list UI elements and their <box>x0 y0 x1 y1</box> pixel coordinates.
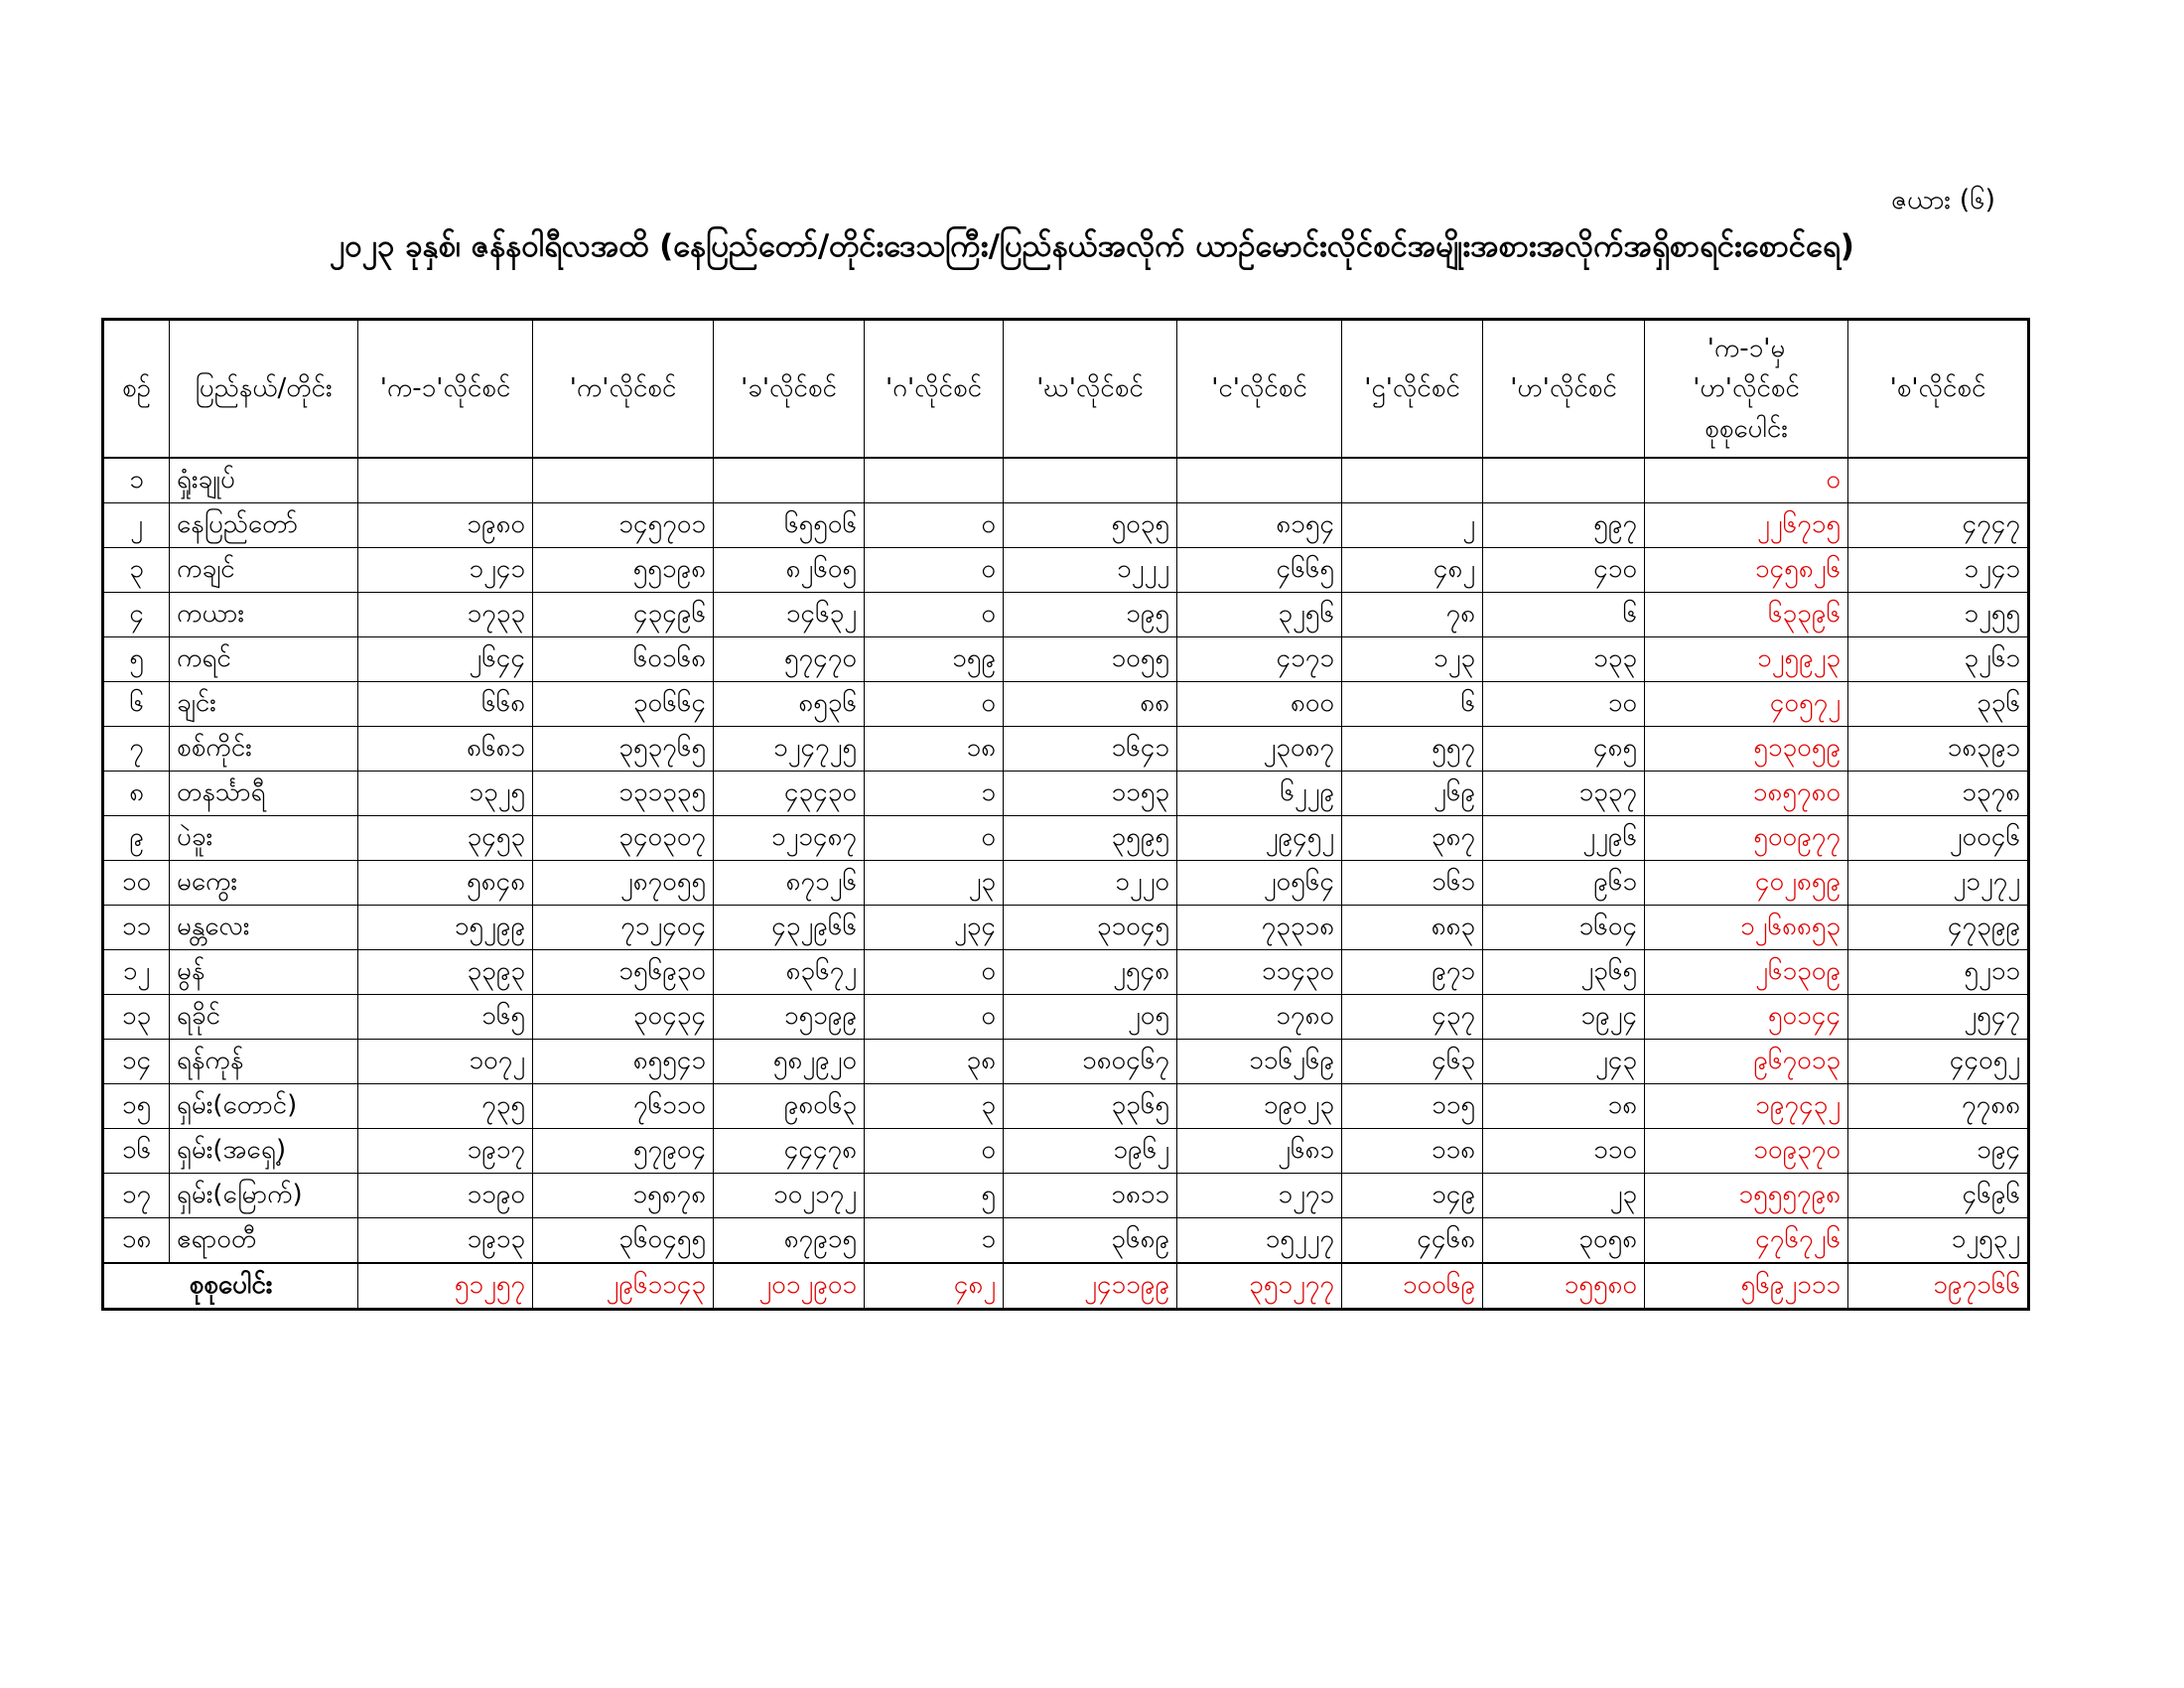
value-cell: ၁၆၁ <box>1342 861 1483 906</box>
value-cell: ၃၃၆၅ <box>1004 1084 1177 1129</box>
table-row <box>103 637 2029 682</box>
region-name-cell: ချင်း <box>170 682 358 727</box>
value-cell: ၁၁၄၃၀ <box>1177 950 1342 995</box>
value-cell: ၄၃၇ <box>1342 995 1483 1040</box>
column-header: 'စ'လိုင်စင် <box>1848 320 2029 459</box>
value-cell: ၁၁၈ <box>1342 1129 1483 1174</box>
region-name-cell: ပဲခူး <box>170 816 358 861</box>
value-cell: ၃ <box>865 1084 1004 1129</box>
value-cell: ၅၈၄၈ <box>358 861 533 906</box>
value-cell: ၁၄၉ <box>1342 1174 1483 1218</box>
value-cell: ၂၆၈၁ <box>1177 1129 1342 1174</box>
value-cell: ၀ <box>865 1129 1004 1174</box>
value-cell: ၃၃၆ <box>1848 682 2029 727</box>
value-cell: ၁၈၅၇၈၀ <box>1645 772 1848 816</box>
value-cell: ၄၆၆၅ <box>1177 548 1342 593</box>
value-cell: ၁၁၆၂၆၉ <box>1177 1040 1342 1084</box>
total-value-cell: ၂၄၁၁၉၉ <box>1004 1263 1177 1310</box>
value-cell: ၈၃၆၇၂ <box>714 950 865 995</box>
value-cell: ၁၁၀ <box>1483 1129 1645 1174</box>
value-cell: ၁၉၆၂ <box>1004 1129 1177 1174</box>
table-row <box>103 950 2029 995</box>
value-cell: ၇၁၂၄၀၄ <box>533 906 714 950</box>
value-cell: ၃၈ <box>865 1040 1004 1084</box>
row-number-cell: ၈ <box>103 772 170 816</box>
column-header: 'က-၁'မှ 'ဟ'လိုင်စင် စုစုပေါင်း <box>1645 320 1848 459</box>
column-header: စဉ် <box>103 320 170 459</box>
value-cell <box>1004 458 1177 503</box>
value-cell: ၂၂၉၆ <box>1483 816 1645 861</box>
value-cell: ၁၃၃၇ <box>1483 772 1645 816</box>
value-cell: ၄၄၀၅၂ <box>1848 1040 2029 1084</box>
region-name-cell: ကချင် <box>170 548 358 593</box>
value-cell <box>1342 458 1483 503</box>
value-cell: ၁ <box>865 1218 1004 1264</box>
value-cell: ၁၅၈၇၈ <box>533 1174 714 1218</box>
value-cell: ၃၅၃၇၆၅ <box>533 727 714 772</box>
column-header: ပြည်နယ်/တိုင်း <box>170 320 358 459</box>
total-value-cell: ၅၁၂၅၇ <box>358 1263 533 1310</box>
table-row <box>103 861 2029 906</box>
row-number-cell: ၁၆ <box>103 1129 170 1174</box>
value-cell: ၈၂၆၀၅ <box>714 548 865 593</box>
total-value-cell: ၃၅၁၂၇၇ <box>1177 1263 1342 1310</box>
value-cell: ၁၂၃ <box>1342 637 1483 682</box>
value-cell: ၅၅၇ <box>1342 727 1483 772</box>
region-name-cell: ရန်ကုန် <box>170 1040 358 1084</box>
value-cell <box>714 458 865 503</box>
value-cell: ၁၄၅၇၀၁ <box>533 503 714 548</box>
license-table <box>101 318 2030 1311</box>
table-row <box>103 1218 2029 1264</box>
table-row <box>103 1174 2029 1218</box>
value-cell: ၁၅၆၉၃၀ <box>533 950 714 995</box>
column-header: 'ဂ'လိုင်စင် <box>865 320 1004 459</box>
value-cell: ၁၄၅၈၂၆ <box>1645 548 1848 593</box>
value-cell: ၁၉၁၃ <box>358 1218 533 1264</box>
value-cell: ၅၇၉၀၄ <box>533 1129 714 1174</box>
value-cell: ၁၃၃ <box>1483 637 1645 682</box>
table-row <box>103 1129 2029 1174</box>
value-cell: ၁၄၆၃၂ <box>714 593 865 637</box>
value-cell: ၆၀၁၆၈ <box>533 637 714 682</box>
value-cell: ၄၄၄၇၈ <box>714 1129 865 1174</box>
column-header: 'က'လိုင်စင် <box>533 320 714 459</box>
value-cell: ၇၃၅ <box>358 1084 533 1129</box>
value-cell: ၁၆၀၄ <box>1483 906 1645 950</box>
row-number-cell: ၁၀ <box>103 861 170 906</box>
value-cell: ၁၀၉၃၇၀ <box>1645 1129 1848 1174</box>
value-cell: ၆၃၃၉၆ <box>1645 593 1848 637</box>
region-name-cell: စစ်ကိုင်း <box>170 727 358 772</box>
value-cell: ၇၈ <box>1342 593 1483 637</box>
table-body <box>103 458 2029 1310</box>
table-row <box>103 906 2029 950</box>
value-cell: ၈၇၉၁၅ <box>714 1218 865 1264</box>
value-cell: ၁၇၈၀ <box>1177 995 1342 1040</box>
value-cell: ၄၈၅ <box>1483 727 1645 772</box>
value-cell: ၁ <box>865 772 1004 816</box>
table-row <box>103 458 2029 503</box>
value-cell: ၈၅၅၄၁ <box>533 1040 714 1084</box>
value-cell: ၁၈ <box>865 727 1004 772</box>
value-cell: ၁၈၁၁ <box>1004 1174 1177 1218</box>
value-cell: ၄၃၄၉၆ <box>533 593 714 637</box>
value-cell: ၁၂၄၇၂၅ <box>714 727 865 772</box>
column-header: 'ဌ'လိုင်စင် <box>1342 320 1483 459</box>
value-cell: ၃၆၀၄၅၅ <box>533 1218 714 1264</box>
table-number-label: ဇယား (၆) <box>1890 185 1995 215</box>
value-cell: ၂၁၂၇၂ <box>1848 861 2029 906</box>
row-number-cell: ၆ <box>103 682 170 727</box>
value-cell: ၂၉၄၅၂ <box>1177 816 1342 861</box>
region-name-cell: ရှမ်း(မြောက်) <box>170 1174 358 1218</box>
value-cell: ၆၆၈ <box>358 682 533 727</box>
value-cell: ၀ <box>865 503 1004 548</box>
value-cell: ၁၂၂၀ <box>1004 861 1177 906</box>
value-cell: ၁၁၉၀ <box>358 1174 533 1218</box>
value-cell: ၄၇၃၉၉ <box>1848 906 2029 950</box>
value-cell: ၀ <box>865 548 1004 593</box>
value-cell: ၁၂၅၃၂ <box>1848 1218 2029 1264</box>
region-name-cell: ရှမ်း(အရှေ့) <box>170 1129 358 1174</box>
value-cell: ၁၂၄၁ <box>1848 548 2029 593</box>
total-value-cell: ၂၀၁၂၉၀၁ <box>714 1263 865 1310</box>
row-number-cell: ၃ <box>103 548 170 593</box>
value-cell: ၁၁၅၃ <box>1004 772 1177 816</box>
value-cell: ၁၉၄ <box>1848 1129 2029 1174</box>
value-cell: ၁၀ <box>1483 682 1645 727</box>
row-number-cell: ၁၂ <box>103 950 170 995</box>
total-value-cell: ၅၆၉၂၁၁၁ <box>1645 1263 1848 1310</box>
region-name-cell: ဧရာဝတီ <box>170 1218 358 1264</box>
value-cell: ၅၅၁၉၈ <box>533 548 714 593</box>
table-row <box>103 1040 2029 1084</box>
value-cell: ၃၄၀၃၀၇ <box>533 816 714 861</box>
value-cell: ၁၂၅၅ <box>1848 593 2029 637</box>
total-value-cell: ၁၅၅၈၀ <box>1483 1263 1645 1310</box>
region-name-cell: မွန် <box>170 950 358 995</box>
value-cell: ၂၆၁၃၀၉ <box>1645 950 1848 995</box>
region-name-cell: မကွေး <box>170 861 358 906</box>
value-cell: ၁၂၆၈၈၅၃ <box>1645 906 1848 950</box>
region-name-cell: ရှုံးချုပ် <box>170 458 358 503</box>
value-cell: ၁၂၁၄၈၇ <box>714 816 865 861</box>
region-name-cell: မန္တလေး <box>170 906 358 950</box>
table-row <box>103 593 2029 637</box>
value-cell: ၄၇၆၇၂၆ <box>1645 1218 1848 1264</box>
region-name-cell: ရှမ်း(တောင်) <box>170 1084 358 1129</box>
row-number-cell: ၁ <box>103 458 170 503</box>
value-cell: ၁၅၅၅၇၉၈ <box>1645 1174 1848 1218</box>
value-cell: ၀ <box>865 816 1004 861</box>
value-cell: ၁၂၇၁ <box>1177 1174 1342 1218</box>
value-cell: ၂၃ <box>1483 1174 1645 1218</box>
total-label-cell: စုစုပေါင်း <box>103 1263 358 1310</box>
value-cell: ၁၈၀၄၆၇ <box>1004 1040 1177 1084</box>
value-cell: ၂၄၃ <box>1483 1040 1645 1084</box>
value-cell: ၉၇၁ <box>1342 950 1483 995</box>
row-number-cell: ၄ <box>103 593 170 637</box>
value-cell: ၁၅၁၉၉ <box>714 995 865 1040</box>
row-number-cell: ၁၃ <box>103 995 170 1040</box>
row-number-cell: ၇ <box>103 727 170 772</box>
value-cell: ၄၄၆၈ <box>1342 1218 1483 1264</box>
value-cell <box>358 458 533 503</box>
value-cell: ၈၈၃ <box>1342 906 1483 950</box>
value-cell <box>1483 458 1645 503</box>
value-cell: ၂၀၅၆၄ <box>1177 861 1342 906</box>
table-row <box>103 682 2029 727</box>
total-value-cell: ၁၀၀၆၉ <box>1342 1263 1483 1310</box>
value-cell: ၃၂၅၆ <box>1177 593 1342 637</box>
value-cell: ၁၀၇၂ <box>358 1040 533 1084</box>
value-cell: ၆ <box>1342 682 1483 727</box>
value-cell: ၁၉၂၄ <box>1483 995 1645 1040</box>
value-cell: ၄၈၂ <box>1342 548 1483 593</box>
value-cell: ၁၉၀၂၃ <box>1177 1084 1342 1129</box>
value-cell: ၁၉၅ <box>1004 593 1177 637</box>
region-name-cell: ရခိုင် <box>170 995 358 1040</box>
column-header: 'ဟ'လိုင်စင် <box>1483 320 1645 459</box>
value-cell: ၁၅၉ <box>865 637 1004 682</box>
value-cell: ၃၃၉၃ <box>358 950 533 995</box>
value-cell: ၈၀၀ <box>1177 682 1342 727</box>
value-cell: ၄၁၀ <box>1483 548 1645 593</box>
value-cell: ၆၂၂၉ <box>1177 772 1342 816</box>
table-row <box>103 772 2029 816</box>
value-cell: ၁၈၃၉၁ <box>1848 727 2029 772</box>
value-cell: ၄၃၂၉၆၆ <box>714 906 865 950</box>
column-header: 'က-၁'လိုင်စင် <box>358 320 533 459</box>
value-cell: ၄၇၄၇ <box>1848 503 2029 548</box>
value-cell: ၁၀၂၁၇၂ <box>714 1174 865 1218</box>
value-cell: ၃၀၅၈ <box>1483 1218 1645 1264</box>
value-cell: ၆၅၅၀၆ <box>714 503 865 548</box>
value-cell: ၂၂၆၇၁၅ <box>1645 503 1848 548</box>
value-cell: ၁၇၃၃ <box>358 593 533 637</box>
value-cell: ၁၉၇၄၃၂ <box>1645 1084 1848 1129</box>
value-cell: ၃၂၆၁ <box>1848 637 2029 682</box>
value-cell: ၁၂၄၁ <box>358 548 533 593</box>
value-cell: ၂၅၄၈ <box>1004 950 1177 995</box>
value-cell: ၁၈ <box>1483 1084 1645 1129</box>
value-cell: ၁၆၅ <box>358 995 533 1040</box>
value-cell: ၂၃ <box>865 861 1004 906</box>
value-cell: ၃၆၈၉ <box>1004 1218 1177 1264</box>
value-cell: ၂၅၄၇ <box>1848 995 2029 1040</box>
value-cell: ၈၁၅၄ <box>1177 503 1342 548</box>
value-cell: ၁၅၂၂၇ <box>1177 1218 1342 1264</box>
value-cell: ၃၅၉၅ <box>1004 816 1177 861</box>
value-cell: ၄၆၃ <box>1342 1040 1483 1084</box>
table-row <box>103 503 2029 548</box>
value-cell: ၁၃၇၈ <box>1848 772 2029 816</box>
row-number-cell: ၁၈ <box>103 1218 170 1264</box>
total-row <box>103 1263 2029 1310</box>
value-cell: ၉၆၇၀၁၃ <box>1645 1040 1848 1084</box>
value-cell: ၁၀၅၅ <box>1004 637 1177 682</box>
value-cell <box>1848 458 2029 503</box>
value-cell: ၃၈၇ <box>1342 816 1483 861</box>
page-title: ၂၀၂၃ ခုနှစ်၊ ဇန်နဝါရီလအထိ (နေပြည်တော်/တိုင်းဒေသကြီး/ပြည်နယ်အလိုက် ယာဉ်မောင်းလိုင်စင်အမျိုးအစားအလိုက်အရှိစာရင်းစောင်ရေ) <box>330 228 1854 264</box>
value-cell: ၅၇၄၇၀ <box>714 637 865 682</box>
value-cell: ၄၀၅၇၂ <box>1645 682 1848 727</box>
value-cell: ၃၁၀၄၅ <box>1004 906 1177 950</box>
value-cell <box>865 458 1004 503</box>
value-cell: ၄၁၇၁ <box>1177 637 1342 682</box>
value-cell: ၄၀၂၈၅၉ <box>1645 861 1848 906</box>
value-cell: ၅၀၃၅ <box>1004 503 1177 548</box>
value-cell: ၀ <box>865 950 1004 995</box>
table-row <box>103 727 2029 772</box>
value-cell: ၂၆၉ <box>1342 772 1483 816</box>
value-cell: ၅၀၀၉၇၇ <box>1645 816 1848 861</box>
value-cell: ၉၆၁ <box>1483 861 1645 906</box>
value-cell: ၀ <box>865 682 1004 727</box>
region-name-cell: ကယား <box>170 593 358 637</box>
value-cell: ၂၀၀၄၆ <box>1848 816 2029 861</box>
value-cell: ၁၉၁၇ <box>358 1129 533 1174</box>
total-value-cell: ၁၉၇၁၆၆ <box>1848 1263 2029 1310</box>
header-row <box>103 320 2029 459</box>
value-cell: ၈၈ <box>1004 682 1177 727</box>
value-cell: ၄၃၄၃၀ <box>714 772 865 816</box>
value-cell <box>533 458 714 503</box>
column-header: 'ခ'လိုင်စင် <box>714 320 865 459</box>
table-row <box>103 816 2029 861</box>
value-cell: ၉၈၀၆၃ <box>714 1084 865 1129</box>
value-cell: ၇၇၈၈ <box>1848 1084 2029 1129</box>
value-cell: ၂ <box>1342 503 1483 548</box>
region-name-cell: ကရင် <box>170 637 358 682</box>
value-cell: ၈၇၁၂၆ <box>714 861 865 906</box>
value-cell: ၁၃၂၅ <box>358 772 533 816</box>
value-cell: ၅၈၂၉၂၀ <box>714 1040 865 1084</box>
value-cell: ၀ <box>865 995 1004 1040</box>
value-cell: ၀ <box>865 593 1004 637</box>
value-cell: ၁၅၂၉၉ <box>358 906 533 950</box>
value-cell: ၅၀၁၄၄ <box>1645 995 1848 1040</box>
value-cell: ၂၃၄ <box>865 906 1004 950</box>
row-number-cell: ၁၇ <box>103 1174 170 1218</box>
region-name-cell: တနင်္သာရီ <box>170 772 358 816</box>
value-cell <box>1177 458 1342 503</box>
value-cell: ၈၅၃၆ <box>714 682 865 727</box>
value-cell: ၈၆၈၁ <box>358 727 533 772</box>
column-header: 'င'လိုင်စင် <box>1177 320 1342 459</box>
region-name-cell: နေပြည်တော် <box>170 503 358 548</box>
row-number-cell: ၂ <box>103 503 170 548</box>
value-cell: ၅၂၁၁ <box>1848 950 2029 995</box>
value-cell: ၀ <box>1645 458 1848 503</box>
table-row <box>103 995 2029 1040</box>
table-row <box>103 548 2029 593</box>
column-header: 'ဃ'လိုင်စင် <box>1004 320 1177 459</box>
value-cell: ၁၆၄၁ <box>1004 727 1177 772</box>
value-cell: ၃၄၅၃ <box>358 816 533 861</box>
value-cell: ၄၆၉၆ <box>1848 1174 2029 1218</box>
value-cell: ၂၃၆၅ <box>1483 950 1645 995</box>
row-number-cell: ၁၅ <box>103 1084 170 1129</box>
value-cell: ၂၆၄၄ <box>358 637 533 682</box>
value-cell: ၇၃၃၁၈ <box>1177 906 1342 950</box>
value-cell: ၅ <box>865 1174 1004 1218</box>
value-cell: ၂၀၅ <box>1004 995 1177 1040</box>
value-cell: ၅၁၃၀၅၉ <box>1645 727 1848 772</box>
table-row <box>103 1084 2029 1129</box>
value-cell: ၁၁၅ <box>1342 1084 1483 1129</box>
value-cell: ၇၆၁၁၀ <box>533 1084 714 1129</box>
value-cell: ၂၃၀၈၇ <box>1177 727 1342 772</box>
value-cell: ၁၃၁၃၃၅ <box>533 772 714 816</box>
value-cell: ၁၉၈၀ <box>358 503 533 548</box>
row-number-cell: ၅ <box>103 637 170 682</box>
row-number-cell: ၁၁ <box>103 906 170 950</box>
row-number-cell: ၉ <box>103 816 170 861</box>
value-cell: ၅၉၇ <box>1483 503 1645 548</box>
row-number-cell: ၁၄ <box>103 1040 170 1084</box>
value-cell: ၁၂၂၂ <box>1004 548 1177 593</box>
value-cell: ၂၈၇၀၅၅ <box>533 861 714 906</box>
value-cell: ၁၂၅၉၂၃ <box>1645 637 1848 682</box>
total-value-cell: ၂၉၆၁၁၄၃ <box>533 1263 714 1310</box>
total-value-cell: ၄၈၂ <box>865 1263 1004 1310</box>
value-cell: ၃၀၆၆၄ <box>533 682 714 727</box>
value-cell: ၆ <box>1483 593 1645 637</box>
value-cell: ၃၀၄၃၄ <box>533 995 714 1040</box>
